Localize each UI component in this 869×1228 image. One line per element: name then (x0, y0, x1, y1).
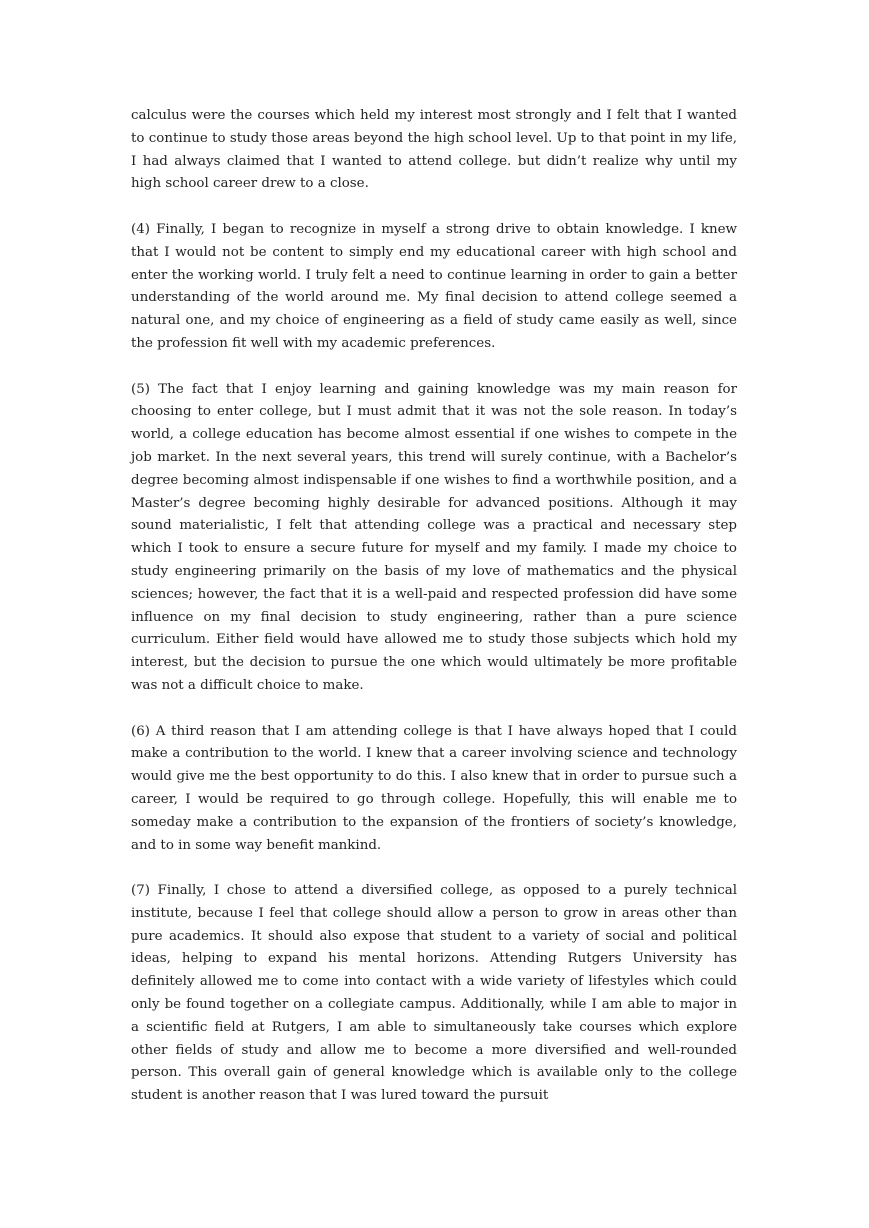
essay-body (131, 105, 737, 1131)
paragraph-7: (7) Finally, I chose to attend a diversified college, as opposed to a purely technical institute, because I feel that college should allow a person to grow in areas other than pure academics. It should also expose that student to a variety of social and political ideas, helping to expand his mental horizons. Attending Rutgers University has definitely allowed me to come into contact with a wide variety of lifestyles which could only be found together on a collegiate campus. Additionally, while I am able to major in a scientific field at Rutgers, I am able to simultaneously take courses which explore other fields of study and allow me to become a more diversified and well-rounded person. This overall gain of general knowledge which is available only to the college student is another reason that I was lured toward the pursuit (131, 883, 737, 1104)
paragraph-4: (4) Finally, I began to recognize in myself a strong drive to obtain knowledge. I knew that I would not be content to simply end my educational career with high school and enter the working world. I truly felt a need to continue learning in order to gain a better understanding of the world around me. My final decision to attend college seemed a natural one, and my choice of engineering as a field of study came easily as well, since the profession fit well with my academic preferences. (131, 221, 737, 351)
paragraph-5: (5) The fact that I enjoy learning and gaining knowledge was my main reason for choosing to enter college, but I must admit that it was not the sole reason. In today’s world, a college education has become almost essential if one wishes to compete in the job market. In the next several years, this trend will surely continue, with a Bachelor’s degree becoming almost indispensable if one wishes to find a worthwhile position, and a Master’s degree becoming highly desirable for advanced positions. Although it may sound materialistic, I felt that attending college was a practical and necessary step which I took to ensure a secure future for myself and my family. I made my choice to study engineering primarily on the basis of my love of mathematics and the physical sciences; however, the fact that it is a well-paid and respected profession did have some influence on my final decision to study engineering, rather than a pure science curriculum. Either field would have allowed me to study those subjects which hold my interest, but the decision to pursue the one which would ultimately be more profitable was not a difficult choice to make. (131, 381, 737, 693)
paragraph-6: (6) A third reason that I am attending college is that I have always hoped that I could make a contribution to the world. I knew that a career involving science and technology would give me the best opportunity to do this. I also knew that in order to pursue such a career, I would be required to go through college. Hopefully, this will enable me to someday make a contribution to the expansion of the frontiers of society’s knowledge, and to in some way benefit mankind. (131, 723, 737, 853)
paragraph-continuation: calculus were the courses which held my interest most strongly and I felt that I wanted to continue to study those areas beyond the high school level. Up to that point in my life, I had always claimed that I wanted to attend college. but didn’t realize why until my high school career drew to a close. (131, 108, 737, 192)
